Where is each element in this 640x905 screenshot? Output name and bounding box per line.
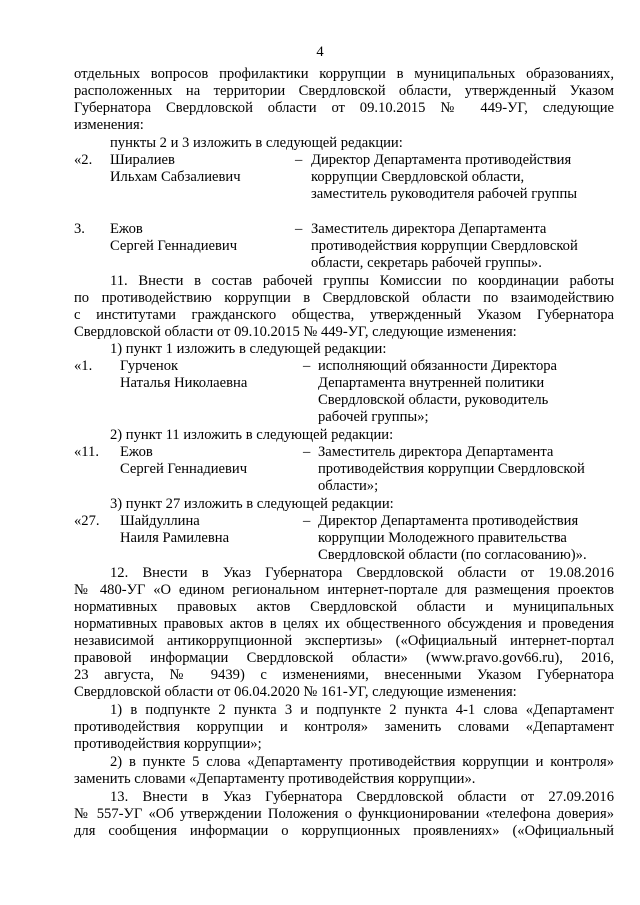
intro-line: отдельных вопросов профилактики коррупции в муниципальных образованиях, [74, 66, 614, 82]
entry-dash: – [295, 152, 303, 168]
paragraph-12-item-1-line: противодействия коррупции и контроля» заменить словами «Департамент [74, 719, 614, 735]
paragraph-12-line: нормативных правовых актов в целях их общественного обсуждения и проведения [74, 616, 614, 632]
subpoint-text: пункты 2 и 3 изложить в следующей редакции: [110, 135, 403, 151]
paragraph-12-item-2-line: 2) в пункте 5 слова «Департаменту противодействия коррупции и контроля» [110, 754, 614, 770]
entry-number: «1. [74, 358, 93, 374]
paragraph-11-line: с институтами гражданского общества, утвержденный Указом Губернатора [74, 307, 614, 323]
paragraph-13-line: 13. Внести в Указ Губернатора Свердловской области от 27.09.2016 [110, 789, 614, 805]
entry-dash: – [303, 444, 311, 460]
entry-description-line: Заместитель директора Департамента [318, 444, 554, 460]
entry-surname: Шайдуллина [120, 513, 200, 529]
entry-description-line: противодействия коррупции Свердловской [318, 461, 585, 477]
entry-surname: Гурченок [120, 358, 179, 374]
intro-line: расположенных на территории Свердловской области, утвержденный Указом [74, 83, 614, 99]
entry-dash: – [303, 358, 311, 374]
paragraph-12-line: независимой антикоррупционной экспертизы» («Официальный интернет-портал [74, 633, 614, 649]
entry-given-name: Ильхам Сабзалиевич [110, 169, 241, 185]
entry-dash: – [303, 513, 311, 529]
intro-line: изменения: [74, 117, 144, 133]
entry-number: «11. [74, 444, 99, 460]
entry-surname: Ежов [110, 221, 143, 237]
entry-dash: – [295, 221, 303, 237]
paragraph-13-line: № 557-УГ «Об утверждении Положения о функционировании «телефона доверия» [74, 806, 614, 822]
entry-description-line: Директор Департамента противодействия [318, 513, 579, 529]
entry-given-name: Наиля Рамилевна [120, 530, 230, 546]
paragraph-12-line: 23 августа, № 9439) с изменениями, внесенными Указом Губернатора [74, 667, 614, 683]
entry-description-line: заместитель руководителя рабочей группы [311, 186, 578, 202]
entry-description-line: Департамента внутренней политики [318, 375, 545, 391]
subpoint-text: 2) пункт 11 изложить в следующей редакции: [110, 427, 394, 443]
entry-description-line: области»; [318, 478, 379, 494]
entry-description-line: Свердловской области, руководитель [318, 392, 549, 408]
entry-given-name: Сергей Геннадиевич [120, 461, 248, 477]
entry-description-line: исполняющий обязанности Директора [318, 358, 558, 374]
entry-number: «27. [74, 513, 100, 529]
paragraph-12-line: правовой информации Свердловской области» (www.pravo.gov66.ru), 2016, [74, 650, 614, 666]
entry-description-line: противодействия коррупции Свердловской [311, 238, 578, 254]
entry-surname: Ежов [120, 444, 153, 460]
entry-number: «2. [74, 152, 93, 168]
intro-line: Губернатора Свердловской области от 09.10.2015 № 449-УГ, следующие [74, 100, 614, 116]
subpoint-text: 3) пункт 27 изложить в следующей редакции: [110, 496, 394, 512]
entry-description-line: коррупции Свердловской области, [311, 169, 525, 185]
paragraph-11-line: Свердловской области от 09.10.2015 № 449-УГ, следующие изменения: [74, 324, 517, 340]
paragraph-12-line: № 480-УГ «О едином региональном интернет-портале для размещения проектов [74, 582, 614, 598]
paragraph-12-item-1-line: противодействия коррупции»; [74, 736, 262, 752]
entry-description-line: рабочей группы»; [318, 409, 429, 425]
paragraph-12-line: Свердловской области от 06.04.2020 № 161-УГ, следующие изменения: [74, 684, 517, 700]
subpoint-text: 1) пункт 1 изложить в следующей редакции: [110, 341, 387, 357]
entry-given-name: Наталья Николаевна [120, 375, 248, 391]
entry-description-line: Свердловской области (по согласованию)». [318, 547, 587, 563]
paragraph-11-line: 11. Внести в состав рабочей группы Комиссии по координации работы [110, 273, 614, 289]
paragraph-13-line: для сообщения информации о коррупционных проявлениях» («Официальный [74, 823, 614, 839]
paragraph-12-item-2-line: заменить словами «Департаменту противодействия коррупции». [74, 771, 476, 787]
page-number: 4 [316, 44, 324, 60]
entry-description-line: Директор Департамента противодействия [311, 152, 572, 168]
entry-description-line: Заместитель директора Департамента [311, 221, 547, 237]
entry-number: 3. [74, 221, 85, 237]
entry-surname: Ширалиев [110, 152, 175, 168]
paragraph-11-line: по противодействию коррупции в Свердловской области по взаимодействию [74, 290, 614, 306]
paragraph-12-line: нормативных правовых актов Свердловской области и муниципальных [74, 599, 614, 615]
entry-description-line: области, секретарь рабочей группы». [311, 255, 542, 271]
entry-given-name: Сергей Геннадиевич [110, 238, 238, 254]
paragraph-12-item-1-line: 1) в подпункте 2 пункта 3 и подпункте 2 пункта 4-1 слова «Департамент [110, 702, 614, 718]
paragraph-12-line: 12. Внести в Указ Губернатора Свердловской области от 19.08.2016 [110, 565, 614, 581]
entry-description-line: коррупции Молодежного правительства [318, 530, 567, 546]
